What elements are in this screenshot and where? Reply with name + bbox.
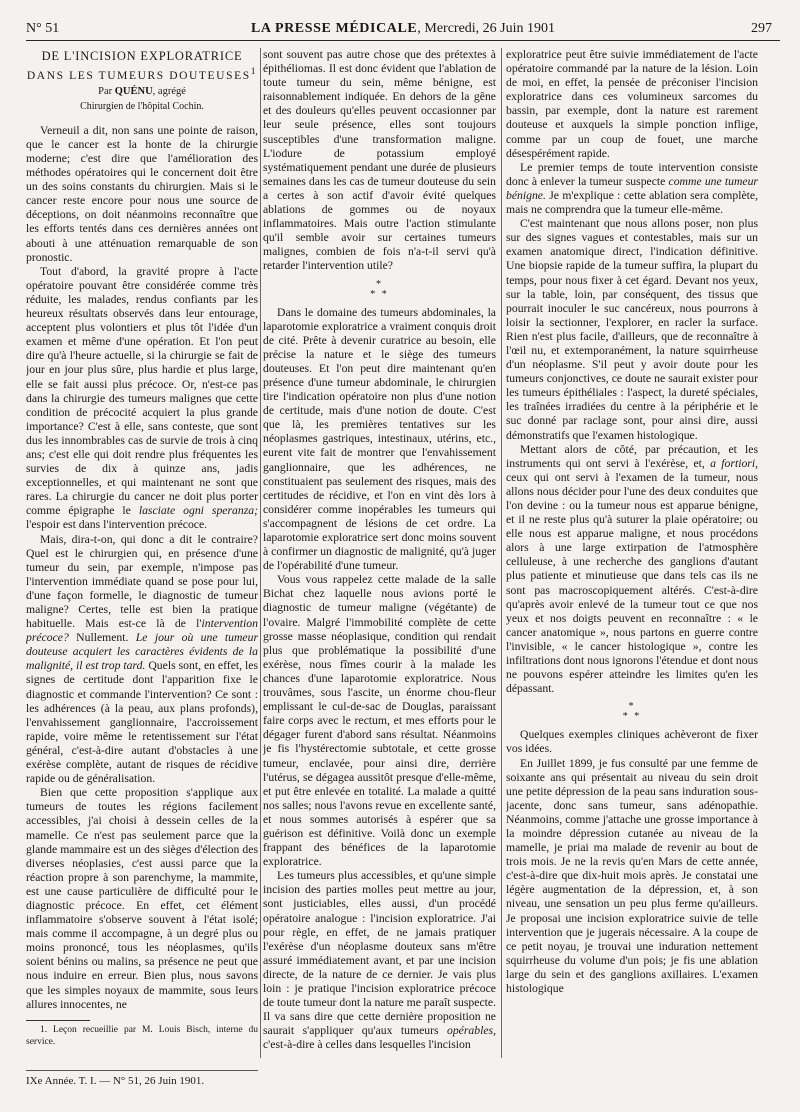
italic-run: opérables, — [446, 1024, 496, 1038]
paragraph — [26, 265, 258, 533]
text-run: c'est-à-dire à celles dans lesquelles l'incision — [263, 1038, 471, 1052]
text-run: Je m'explique : cette ablation sera complète, mais ne comprendra que la tumeur elle-même. — [506, 188, 758, 217]
text-run: Tout d'abord, la gravité propre à l'acte opératoire pouvant être considérée comme très réduite, les malades, rendus confiants par les heureux résultats observés dans leur entourage, acceptent plus volontiers et plus tôt l'idée d'un examen et même d'une opération. Et l'on peut dire qu'à l'heure actuelle, si la chirurgie se fait de jour en jour plus sûre, plus hardie et plus large, elle se fait aussi plus précoce. Or, n'est-ce pas dans la chirurgie des tumeurs malignes que cette condition de précocité acquiert la plus grande importance? C'est à elle, sans conteste, que sont dus les innombrables cas de survie de trois à cinq ans; c'est elle qui doit rendre plus fréquentes les survies de dix à quinze ans, jadis exceptionnelles, et qui maintenant ne sont que rares. La chirurgie du cancer ne doit plus porter comme épigraphe le — [26, 264, 258, 518]
text-run: Les tumeurs plus accessibles, et qu'une simple incision des parties molles peut mettre au jour, sont justiciables, elles aussi, d'un procédé opératoire analogue : l'incision exploratrice. J'ai pour règle, en effet, de ne jamais pratiquer l'exérèse d'un néoplasme douteux sans m'être assuré immédiatement avant, et par une incision directe, de la nature de ce dernier. Je vais plus loin : je pratique l'incision exploratrice précoce de toute tumeur dont la nature me paraît suspecte. Il va sans dire que cette dernière proposition ne saurait s'appliquer qu'aux tumeurs — [263, 869, 496, 1038]
paragraph: Dans le domaine des tumeurs abdominales, la laparotomie exploratrice a vraiment conquis droit de cité. Prête à devenir curatrice au besoin, elle précise la nature et le siège des tumeurs douteuses. Et l'on peut dire maintenant qu'en présence d'une tumeur abdominale, le chirurgien tire l'indication opératoire non plus d'une notion de certitude, mais d'une notion de doute. C'est que là, les premières tentatives sur les néoplasmes gastriques, intestinaux, utérins, etc., eurent vite fait de montrer que l'envahissement ganglionnaire, que les adhérences, ne constituaient pas seulement des risques, mais des certitudes de récidive, et l'on en vint dès lors à considérer comme inopérables les tumeurs qui s'accompagnent de lésions de cet ordre. La laparotomie exploratrice sert donc moins souvent à confirmer un diagnostic de malignité, qu'à juger de l'opérabilité d'une tumeur. — [263, 305, 496, 573]
text-run: Le premier temps de toute intervention consiste donc à enlever la tumeur suspecte — [506, 160, 758, 188]
text-run: Nullement. — [68, 631, 136, 645]
italic-run: comme une tumeur bénigne. — [506, 174, 758, 202]
paragraph: Quelques exemples cliniques achèveront de fixer vos idées. — [506, 728, 758, 756]
text-run: l'espoir est dans l'intervention précoce. — [26, 518, 208, 532]
paragraph: Verneuil a dit, non sans une pointe de raison, que le cancer est la honte de la chirurgie moderne; c'est dire que l'amélioration des méthodes opératoires qui le concernent doit être un des soins constants du chirurgien. Mais si le cancer reste encore pour nous une source de déceptions, on doit néanmoins reconnaître que les efforts tentés dans ces dernières années ont abouti à une atténuation remarquable de son pronostic. — [26, 123, 258, 264]
article-title: DE L'INCISION EXPLORATRICE — [41, 49, 243, 63]
paragraph: sont souvent pas autre chose que des prétextes à épithéliomas. Il est donc évident que l'ablation de toute tumeur du sein, même bénigne, est raisonnablement indiquée. En dehors de la gêne et des douleurs qu'elles peuvent occasionner par leur seule présence, elles sont toujours susceptibles d'une transformation maligne. L'iodure de potassium employé systématiquement pendant une durée de plusieurs semaines dans les cas de tumeur douteuse du sein a certes à son actif d'avoir évité quelques ablations de gommes ou de noyaux inflammatoires. Mais outre l'action stimulante qu'il semble avoir sur certaines tumeurs malignes, combien de fois n'a-t-il servi qu'à retarder l'intervention utile? — [263, 48, 496, 273]
text-run: ceux qui ont servi à l'examen de la tumeur, nous allons nous décider pour l'une des deux conduites que l'on devine : ou la tumeur nous est apparue bénigne, et il ne reste plus qu'à suturer la plaie opératoire; ou elle nous est apparue maligne, et nous procédons alors à une large extirpation de l'atmosphère celluleuse, à une recherche des ganglions d'autant plus patiente et minutieuse que dans tels cas ils ne sont pas macroscopiquement altérés. C'est-à-dire qu'après avoir enlevé de la tumeur tout ce que nos yeux et nos doigts peuvent en reconnaître : « le cancer anatomique », nous partons en guerre contre l'invisible, « le cancer histologique », contre les infiltrations dont nous ignorons l'étendue et dont nous ne pouvons espérer atteindre les limites qu'en les dépassant. — [506, 470, 758, 696]
footnote: 1. Leçon recueillie par M. Louis Bisch, interne du service. — [26, 1024, 258, 1047]
page-header — [26, 18, 780, 41]
paragraph: Bien que cette proposition s'applique aux tumeurs de toutes les régions facilement accessibles, j'ai choisi à dessein celles de la mamelle. Ce n'est pas seulement parce que la glande mammaire est un des sièges d'élection des diverses néoplasies, c'est aussi parce que la réaction propre à son parenchyme, la mammite, est une cause particulière de difficulté pour le diagnostic précoce. En effet, cet élément inflammatoire s'observe souvent à l'état isolé; mais comme il accompagne, à un degré plus ou moins prononcé, tous les néoplasmes, qu'ils soient bénins ou malins, sa présence ne peut que nous induire en erreur. Bien plus, nous savons que les simples noyaux de mammite, sous leurs allures innocentes, ne — [26, 786, 258, 1011]
paragraph — [263, 869, 496, 1052]
issue-number: N° 51 — [26, 21, 60, 36]
footnote-mark: 1 — [250, 66, 258, 77]
italic-run: lasciate ogni speranza; — [138, 504, 258, 518]
italic-run: intervention précoce? — [26, 617, 258, 645]
article-title-block — [26, 48, 258, 114]
page-footer: IXe Année. T. I. — N° 51, 26 Juin 1901. — [26, 1070, 258, 1088]
footnote-rule — [26, 1020, 90, 1021]
author-suffix: , agrégé — [152, 85, 186, 97]
paragraph: Vous vous rappelez cette malade de la salle Bichat chez laquelle nous avions porté le diagnostic de tumeur maligne (végétante) de l'ovaire. Malgré l'immobilité complète de cette grosse masse néoplasique, condition qui rendait plus que problématique la possibilité d'une exérèse, nous fîmes courir à la malade les chances d'une laparotomie exploratrice. Nous trouvâmes, sous l'ascite, un énorme chou-fleur emplissant le cul-de-sac de Douglas, paraissant faire corps avec le rectum, et mes efforts pour le dégager furent d'abord sans résultat. Néanmoins je fis l'hystérectomie subtotale, et cette grosse tumeur, enclavée, pour ainsi dire, derrière l'utérus, se dégagea aussitôt presque d'elle-même, et put être enlevée en totalité. La malade a quitté nos salles; nous l'avons revue en excellente santé, et nous sommes autorisés à espérer que sa guérison est définitive. Voilà donc un exemple frappant des bénéfices de la laparotomie exploratrice. — [263, 573, 496, 869]
italic-run: a fortiori, — [710, 456, 758, 470]
article-subtitle-text: DANS LES TUMEURS DOUTEUSES — [26, 69, 251, 82]
column-rule-right — [501, 48, 502, 1058]
paragraph: En Juillet 1899, je fus consulté par une femme de soixante ans qui présentait au niveau du sein droit une petite dépression de la peau sans induration sous-jacente, donc sans tumeur, sans adénopathie. Néanmoins, comme j'attache une grosse importance à la moindre dépression cutanée au niveau de la mamelle, je priai ma malade de revenir au bout de trois mois. Je ne la revis qu'en Mars de cette année, c'est-à-dire que dix-huit mois après. Je constatai une légère augmentation de la dépression, et, à son niveau, une sensation un peu plus ferme qu'ailleurs. Je proposai une incision exploratrice suivie de telle intervention que je jugerais nécessaire. A la coupe de ce petit noyau, je trouvai une induration nettement squirrheuse du volume d'un pois; je fis une ablation large du sein et des ganglions axillaires. L'examen histologique — [506, 756, 758, 995]
author-prefix: Par — [98, 85, 113, 97]
italic-run: Le jour où une tumeur douteuse acquiert les caractères évidents de la malignité, il est trop tard. — [26, 631, 258, 673]
column-3 — [506, 48, 758, 1058]
text-run: Mais, dira-t-on, qui donc a dit le contraire? Quel est le chirurgien qui, en présence d'une tumeur du sein, par exemple, n'impose pas l'intervention immédiate quand se pose pour lui, d'une façon formelle, le diagnostic de tumeur maligne? Certes, telle est bien la pratique habituelle. Mais est-ce là de l' — [26, 532, 258, 631]
paragraph — [26, 533, 258, 787]
column-2 — [263, 48, 496, 1058]
paragraph — [506, 443, 758, 697]
text-run: Mettant alors de côté, par précaution, et les instruments qui ont servi à l'exérèse, et, — [506, 442, 758, 470]
section-separator: * * * — [622, 701, 642, 723]
text-run: Quels sont, en effet, les signes de certitude dont l'apparition fixe le diagnostic et commande l'intervention? Ce sont : les adhérences (à la peau, aux plans profonds), l'envahissement ganglionnaire, l'accroissement rapide, voire même le retentissement sur l'état général, c'est-à-dire autant d'obstacles à une exérèse complète, autant de risques de récidive rapide ou de généralisation. — [26, 659, 258, 786]
paragraph — [506, 161, 758, 217]
article-subtitle — [26, 64, 258, 84]
column-1 — [26, 48, 258, 1058]
column-rule-left — [260, 48, 261, 1058]
journal-masthead — [26, 18, 780, 40]
journal-title: LA PRESSE MÉDICALE — [250, 21, 418, 36]
paragraph: C'est maintenant que nous allons poser, non plus sur des signes vagues et contestables, mais sur un examen anatomique direct, l'indication définitive. Une biopsie rapide de la tumeur suffira, la plupart du temps, pour nous fixer à cet égard. Devant nos yeux, sur la table, loin, par conséquent, des tissus que pourrait inoculer le suc cancéreux, nous pourrons à loisir la sectionner, l'explorer, en racler la surface. Rien n'est plus facile, d'ailleurs, que de reconnaître à l'œil nu, et extemporanément, la nature squirrheuse d'un néoplasme. S'il peut y avoir doute pour les tumeurs conjonctives, ce doute ne saurait exister pour les tumeurs épithéliales : l'aspect, la dureté spéciales, les traînées irradiées du centre à la périphérie et le suc donné par raclage sont, pour ainsi dire, aussi démonstratifs que l'examen histologique. — [506, 217, 758, 442]
author-name: QUÉNU — [114, 85, 153, 97]
section-separator: * * * — [370, 278, 389, 300]
author-affiliation: Chirurgien de l'hôpital Cochin. — [80, 100, 204, 112]
issue-date: , Mercredi, 26 Juin 1901 — [417, 21, 556, 36]
paragraph: exploratrice peut être suivie immédiatement de l'acte opératoire commandé par la nature de la lésion. Loin de moi, en effet, la pensée de préconiser l'incision exploratrice dans ces volumineux sarcomes du bassin, par exemple, dont la nature est rarement douteuse et auxquels la simple ponction inflige, comme par un coup de fouet, une marche désespérément rapide. — [506, 48, 758, 160]
page-number: 297 — [751, 21, 772, 36]
article-author — [26, 84, 258, 100]
